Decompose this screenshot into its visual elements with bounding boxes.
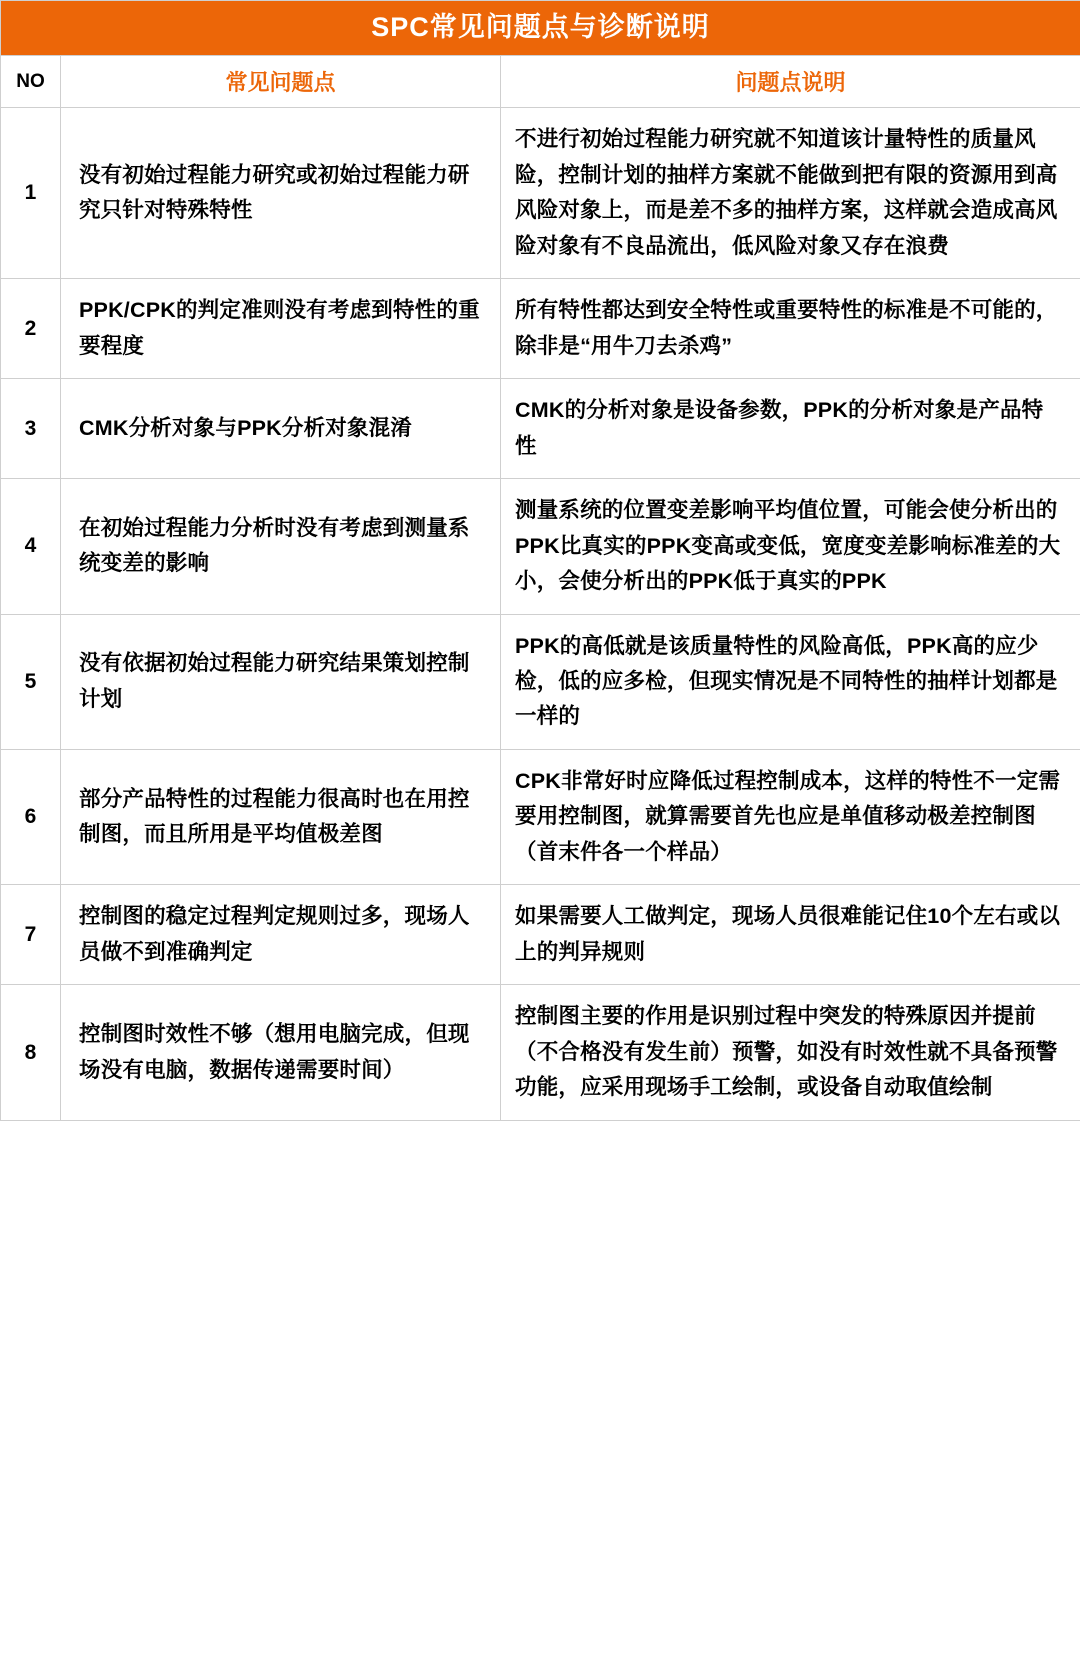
table-row <box>1 379 1080 479</box>
row-issue: 部分产品特性的过程能力很高时也在用控制图，而且所用是平均值极差图 <box>61 749 501 884</box>
row-description: 所有特性都达到安全特性或重要特性的标准是不可能的，除非是“用牛刀去杀鸡” <box>501 279 1080 379</box>
row-issue: CMK分析对象与PPK分析对象混淆 <box>61 379 501 479</box>
row-description: 不进行初始过程能力研究就不知道该计量特性的质量风险，控制计划的抽样方案就不能做到把有限的资源用到高风险对象上，而是差不多的抽样方案，这样就会造成高风险对象有不良品流出，低风险对象又存在浪费 <box>501 108 1080 279</box>
row-description: PPK的高低就是该质量特性的风险高低，PPK高的应少检，低的应多检，但现实情况是不同特性的抽样计划都是一样的 <box>501 614 1080 749</box>
table-body <box>1 108 1080 1120</box>
table-row <box>1 985 1080 1120</box>
table-header <box>1 1 1080 108</box>
row-issue: PPK/CPK的判定准则没有考虑到特性的重要程度 <box>61 279 501 379</box>
row-description: 测量系统的位置变差影响平均值位置，可能会使分析出的PPK比真实的PPK变高或变低，宽度变差影响标准差的大小，会使分析出的PPK低于真实的PPK <box>501 479 1080 614</box>
row-number: 6 <box>1 749 61 884</box>
row-issue: 在初始过程能力分析时没有考虑到测量系统变差的影响 <box>61 479 501 614</box>
row-description: 控制图主要的作用是识别过程中突发的特殊原因并提前（不合格没有发生前）预警，如没有时效性就不具备预警功能，应采用现场手工绘制，或设备自动取值绘制 <box>501 985 1080 1120</box>
row-number: 1 <box>1 108 61 279</box>
table-row <box>1 885 1080 985</box>
column-header-row <box>1 56 1080 108</box>
row-number: 8 <box>1 985 61 1120</box>
table-row <box>1 614 1080 749</box>
row-number: 5 <box>1 614 61 749</box>
row-number: 4 <box>1 479 61 614</box>
table-row <box>1 479 1080 614</box>
row-issue: 没有初始过程能力研究或初始过程能力研究只针对特殊特性 <box>61 108 501 279</box>
row-issue: 控制图的稳定过程判定规则过多，现场人员做不到准确判定 <box>61 885 501 985</box>
column-header-description: 问题点说明 <box>501 56 1080 108</box>
row-issue: 没有依据初始过程能力研究结果策划控制计划 <box>61 614 501 749</box>
document-title: SPC常见问题点与诊断说明 <box>1 1 1080 56</box>
row-issue: 控制图时效性不够（想用电脑完成，但现场没有电脑，数据传递需要时间） <box>61 985 501 1120</box>
row-number: 2 <box>1 279 61 379</box>
row-description: 如果需要人工做判定，现场人员很难能记住10个左右或以上的判异规则 <box>501 885 1080 985</box>
row-description: CMK的分析对象是设备参数，PPK的分析对象是产品特性 <box>501 379 1080 479</box>
title-row <box>1 1 1080 56</box>
column-header-no: NO <box>1 56 61 108</box>
table-row <box>1 279 1080 379</box>
table-row <box>1 108 1080 279</box>
row-number: 3 <box>1 379 61 479</box>
row-number: 7 <box>1 885 61 985</box>
column-header-issue: 常见问题点 <box>61 56 501 108</box>
table-row <box>1 749 1080 884</box>
row-description: CPK非常好时应降低过程控制成本，这样的特性不一定需要用控制图，就算需要首先也应是单值移动极差控制图（首末件各一个样品） <box>501 749 1080 884</box>
